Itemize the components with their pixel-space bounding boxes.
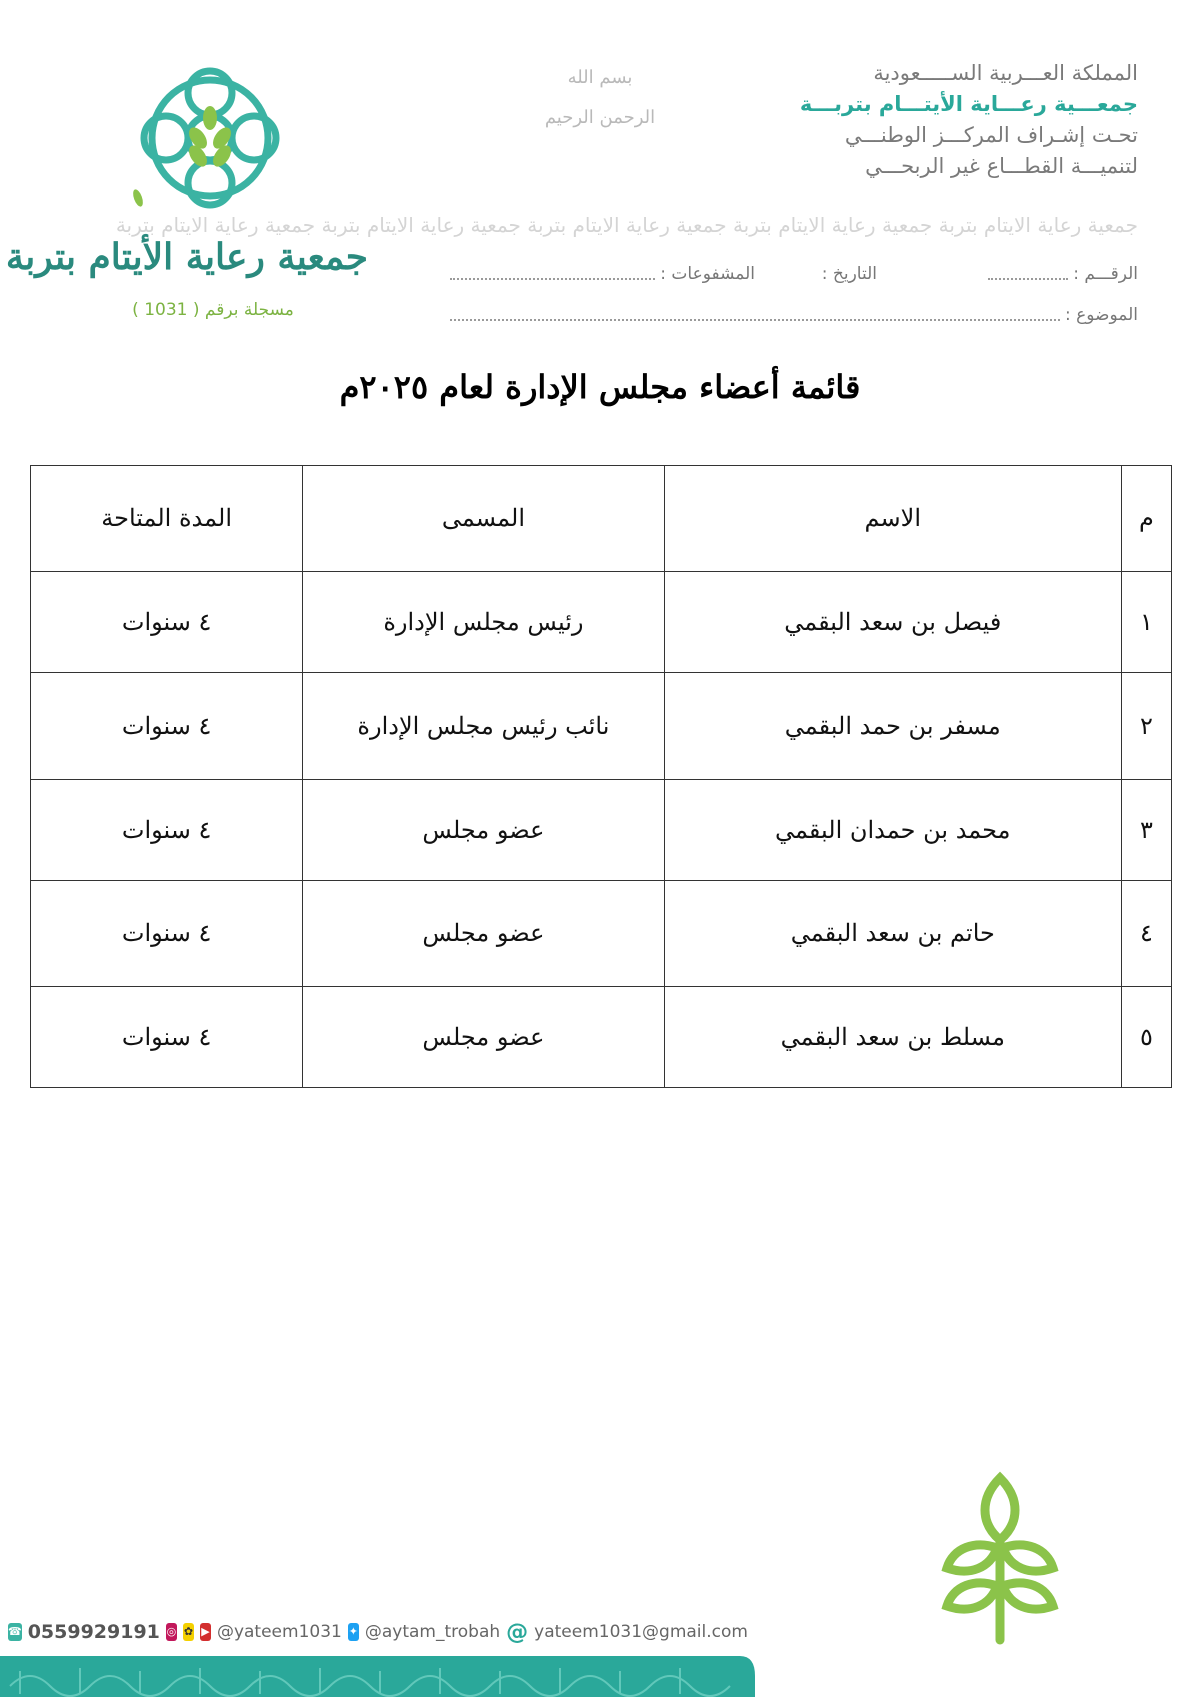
footer-phone[interactable]: 0559929191 — [27, 1621, 160, 1643]
date-field — [822, 264, 877, 284]
header-term: المدة المتاحة — [31, 466, 303, 572]
header-title: المسمى — [303, 466, 664, 572]
row-term: ٤ سنوات — [31, 673, 303, 780]
header-line-sector: لتنميـــة القطـــاع غير الربحـــي — [865, 154, 1138, 178]
org-header — [778, 58, 1138, 182]
row-name: حاتم بن سعد البقمي — [664, 880, 1121, 987]
footer-social-handle[interactable]: @yateem1031 — [216, 1622, 342, 1642]
document-title: قائمة أعضاء مجلس الإدارة لعام ٢٠٢٥م — [339, 368, 861, 406]
date-label: التاريخ : — [821, 264, 877, 284]
row-num: ١ — [1121, 571, 1171, 673]
youtube-icon[interactable]: ▶ — [200, 1623, 211, 1641]
phone-icon: ☎ — [8, 1623, 22, 1641]
at-icon: @ — [506, 1619, 529, 1645]
row-num: ٣ — [1121, 779, 1171, 880]
number-label: الرقـــم : — [1073, 264, 1138, 284]
footer-contacts — [8, 1618, 748, 1646]
table-row — [31, 673, 1172, 780]
row-term: ٤ سنوات — [31, 571, 303, 673]
basmala: بسم الله الرحمن الرحيم — [544, 67, 656, 128]
header-num: م — [1121, 466, 1171, 572]
table-row — [31, 779, 1172, 880]
twitter-icon[interactable]: ✦ — [348, 1623, 359, 1641]
header-name: الاسم — [664, 466, 1121, 572]
row-term: ٤ سنوات — [31, 779, 303, 880]
row-title: عضو مجلس — [303, 880, 664, 987]
attachments-field — [450, 264, 755, 284]
org-logo-emblem-icon — [5, 58, 378, 323]
footer-twitter-handle[interactable]: @aytam_trobah — [364, 1622, 501, 1642]
row-term: ٤ سنوات — [31, 987, 303, 1088]
watermark-strip: جمعية رعاية الايتام بتربة جمعية رعاية الايتام بتربة جمعية رعاية الايتام بتربة جمعية رعاية الايتام بتربة جمعية رعاية الايتام بتربة — [115, 213, 1138, 237]
row-name: مسفر بن حمد البقمي — [664, 673, 1121, 780]
attachments-dots — [450, 268, 655, 280]
board-members-table — [30, 465, 1172, 1088]
row-num: ٥ — [1121, 987, 1171, 1088]
header-line-org: جمعـــية رعـــاية الأيتـــام بتربـــة — [799, 92, 1138, 116]
row-title: عضو مجلس — [303, 779, 664, 880]
row-name: محمد بن حمدان البقمي — [664, 779, 1121, 880]
row-term: ٤ سنوات — [31, 880, 303, 987]
table-header-row — [31, 466, 1172, 572]
header-line-supervision: تحـت إشـراف المركـــز الوطنـــي — [844, 123, 1138, 147]
subject-label: الموضوع : — [1064, 305, 1138, 325]
sprout-decoration-icon — [935, 1468, 1065, 1648]
table-row — [31, 880, 1172, 987]
row-title: نائب رئيس مجلس الإدارة — [303, 673, 664, 780]
org-registration: مسجلة برقم ( 1031 ) — [132, 300, 294, 320]
row-title: رئيس مجلس الإدارة — [303, 571, 664, 673]
header-line-country: المملكة العـــربية الســـــعودية — [873, 61, 1138, 85]
subject-field — [450, 305, 1138, 325]
org-logo-name: جمعية رعاية الأيتام بتربة — [5, 236, 368, 278]
row-num: ٢ — [1121, 673, 1171, 780]
instagram-icon[interactable]: ◎ — [166, 1623, 177, 1641]
number-field — [988, 264, 1138, 284]
attachments-label: المشفوعات : — [660, 264, 755, 284]
footer-email[interactable]: yateem1031@gmail.com — [534, 1622, 748, 1642]
row-name: مسلط بن سعد البقمي — [664, 987, 1121, 1088]
number-dots — [988, 268, 1068, 280]
table-row — [31, 987, 1172, 1088]
footer-pattern-band — [0, 1656, 760, 1697]
row-name: فيصل بن سعد البقمي — [664, 571, 1121, 673]
subject-dots — [450, 309, 1060, 321]
snapchat-icon[interactable]: ✿ — [183, 1623, 194, 1641]
row-num: ٤ — [1121, 880, 1171, 987]
row-title: عضو مجلس — [303, 987, 664, 1088]
table-row — [31, 571, 1172, 673]
